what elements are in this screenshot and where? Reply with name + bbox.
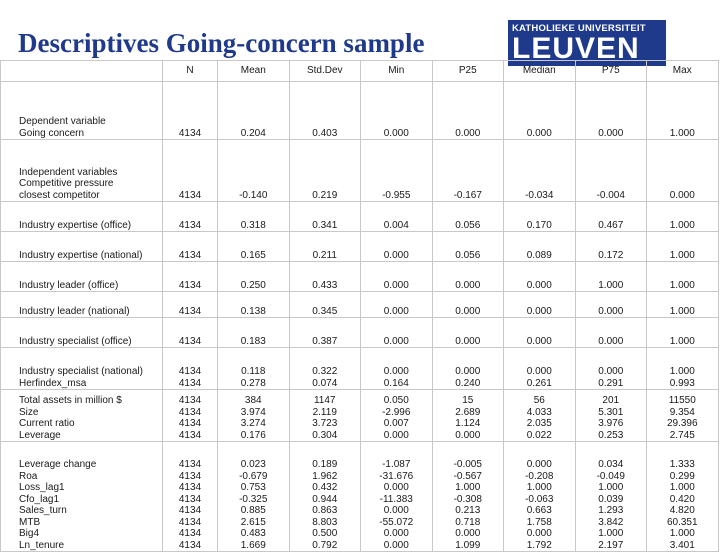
- col-header-median: Median: [504, 61, 576, 82]
- table-cell: 0.000 0.240: [432, 348, 504, 390]
- logo-line-1: KATHOLIEKE UNIVERSITEIT: [512, 23, 646, 34]
- table-row: [1, 348, 719, 390]
- table-cell: 0.467: [575, 202, 647, 232]
- table-cell: 0.056: [432, 202, 504, 232]
- table-row: [1, 292, 719, 318]
- table-cell: 1.000: [647, 232, 719, 262]
- table-cell: 0.000: [432, 318, 504, 348]
- table-cell: 0.000: [361, 232, 433, 262]
- row-label: Industry leader (office): [1, 262, 163, 292]
- table-cell: -0.004: [575, 140, 647, 202]
- table-cell: 4134 4134 4134 4134 4134 4134 4134 4134: [163, 442, 218, 552]
- table-cell: 0.322 0.074: [289, 348, 361, 390]
- table-row: [1, 202, 719, 232]
- col-header-p25: P25: [432, 61, 504, 82]
- table-cell: -0.167: [432, 140, 504, 202]
- col-header-n: N: [163, 61, 218, 82]
- table-cell: 0.000: [575, 318, 647, 348]
- table-cell: 1147 2.119 3.723 0.304: [289, 390, 361, 442]
- row-label: Industry leader (national): [1, 292, 163, 318]
- col-header-p75: P75: [575, 61, 647, 82]
- col-header-max: Max: [647, 61, 719, 82]
- table-cell: 4134: [163, 202, 218, 232]
- col-header-min: Min: [361, 61, 433, 82]
- table-cell: 4134 4134 4134 4134: [163, 390, 218, 442]
- table-cell: 0.000: [504, 318, 576, 348]
- table-cell: 4134: [163, 140, 218, 202]
- table-cell: 0.050 -2.996 0.007 0.000: [361, 390, 433, 442]
- table-cell: 0.089: [504, 232, 576, 262]
- table-cell: 0.118 0.278: [218, 348, 290, 390]
- table-cell: 4134: [163, 292, 218, 318]
- table-cell: 0.000: [504, 292, 576, 318]
- table-cell: 0.000: [432, 292, 504, 318]
- table-row: [1, 232, 719, 262]
- table-cell: 0.170: [504, 202, 576, 232]
- page-title: Descriptives Going-concern sample: [18, 28, 425, 58]
- row-label: Industry specialist (national) Herfindex_msa: [1, 348, 163, 390]
- table-cell: 0.034 -0.049 1.000 0.039 1.293 3.842 1.000 2.197: [575, 442, 647, 552]
- table-cell: 201 5.301 3.976 0.253: [575, 390, 647, 442]
- table-cell: 0.000: [647, 140, 719, 202]
- table-cell: 0.000 0.291: [575, 348, 647, 390]
- table-cell: 0.189 1.962 0.432 0.944 0.863 8.803 0.500 0.792: [289, 442, 361, 552]
- table-cell: 0.345: [289, 292, 361, 318]
- table-cell: 0.172: [575, 232, 647, 262]
- table-cell: 0.433: [289, 262, 361, 292]
- table-header-row: [1, 61, 719, 82]
- table-cell: 384 3.974 3.274 0.176: [218, 390, 290, 442]
- table-cell: -0.034: [504, 140, 576, 202]
- table-cell: 4134 4134: [163, 348, 218, 390]
- table-row: [1, 390, 719, 442]
- table-cell: 4134: [163, 318, 218, 348]
- table-cell: -0.005 -0.567 1.000 -0.308 0.213 0.718 0.000 1.099: [432, 442, 504, 552]
- table-cell: 0.000: [361, 82, 433, 140]
- table-cell: 0.204: [218, 82, 290, 140]
- table-cell: -1.087 -31.676 0.000 -11.383 0.000 -55.072 0.000 0.000: [361, 442, 433, 552]
- table-cell: 0.056: [432, 232, 504, 262]
- table-row: [1, 318, 719, 348]
- table-cell: 0.000: [361, 318, 433, 348]
- table-cell: 0.000: [504, 262, 576, 292]
- table-cell: 0.000 0.164: [361, 348, 433, 390]
- table-cell: 1.000: [647, 82, 719, 140]
- table-cell: -0.140: [218, 140, 290, 202]
- table-row: [1, 140, 719, 202]
- table-cell: 0.183: [218, 318, 290, 348]
- table-cell: 56 4.033 2.035 0.022: [504, 390, 576, 442]
- table-cell: 1.000 0.993: [647, 348, 719, 390]
- table-cell: 0.000 0.261: [504, 348, 576, 390]
- table-row: [1, 262, 719, 292]
- table-cell: 4134: [163, 262, 218, 292]
- table-cell: 1.000: [647, 292, 719, 318]
- descriptives-table: [0, 60, 719, 552]
- row-label: Leverage change Roa Loss_lag1 Cfo_lag1 Sales_turn MTB Big4 Ln_tenure: [1, 442, 163, 552]
- col-header-variable: [1, 61, 163, 82]
- table-cell: 0.250: [218, 262, 290, 292]
- table-cell: 0.000: [575, 82, 647, 140]
- table-cell: 1.000: [575, 262, 647, 292]
- table-cell: 0.211: [289, 232, 361, 262]
- table-cell: 1.000: [647, 202, 719, 232]
- logo-line-2: LEUVEN: [512, 32, 640, 65]
- table-cell: 0.000: [361, 262, 433, 292]
- row-label: Industry specialist (office): [1, 318, 163, 348]
- table-cell: 4134: [163, 232, 218, 262]
- table-cell: 11550 9.354 29.396 2.745: [647, 390, 719, 442]
- table-cell: 0.000: [575, 292, 647, 318]
- row-label: Dependent variable Going concern: [1, 82, 163, 140]
- table-cell: 0.387: [289, 318, 361, 348]
- table-cell: 0.318: [218, 202, 290, 232]
- table-cell: 0.000: [504, 82, 576, 140]
- table-cell: 0.023 -0.679 0.753 -0.325 0.885 2.615 0.483 1.669: [218, 442, 290, 552]
- table-cell: 0.138: [218, 292, 290, 318]
- table-cell: 1.333 0.299 1.000 0.420 4.820 60.351 1.000 3.401: [647, 442, 719, 552]
- table-cell: 0.341: [289, 202, 361, 232]
- table-cell: 1.000: [647, 262, 719, 292]
- col-header-stddev: Std.Dev: [289, 61, 361, 82]
- table-cell: 0.403: [289, 82, 361, 140]
- row-label: Total assets in million $ Size Current ratio Leverage: [1, 390, 163, 442]
- table-cell: 0.165: [218, 232, 290, 262]
- table-cell: 4134: [163, 82, 218, 140]
- col-header-mean: Mean: [218, 61, 290, 82]
- table-cell: 0.000: [432, 262, 504, 292]
- table-cell: 0.004: [361, 202, 433, 232]
- table-cell: 0.000: [432, 82, 504, 140]
- table-cell: 0.000 -0.208 1.000 -0.063 0.663 1.758 0.000 1.792: [504, 442, 576, 552]
- row-label: Industry expertise (office): [1, 202, 163, 232]
- table-cell: 1.000: [647, 318, 719, 348]
- table-row: [1, 442, 719, 552]
- table-cell: 0.219: [289, 140, 361, 202]
- table-cell: 15 2.689 1.124 0.000: [432, 390, 504, 442]
- table-cell: 0.000: [361, 292, 433, 318]
- table-row: [1, 82, 719, 140]
- row-label: Independent variables Competitive pressure closest competitor: [1, 140, 163, 202]
- row-label: Industry expertise (national): [1, 232, 163, 262]
- table-cell: -0.955: [361, 140, 433, 202]
